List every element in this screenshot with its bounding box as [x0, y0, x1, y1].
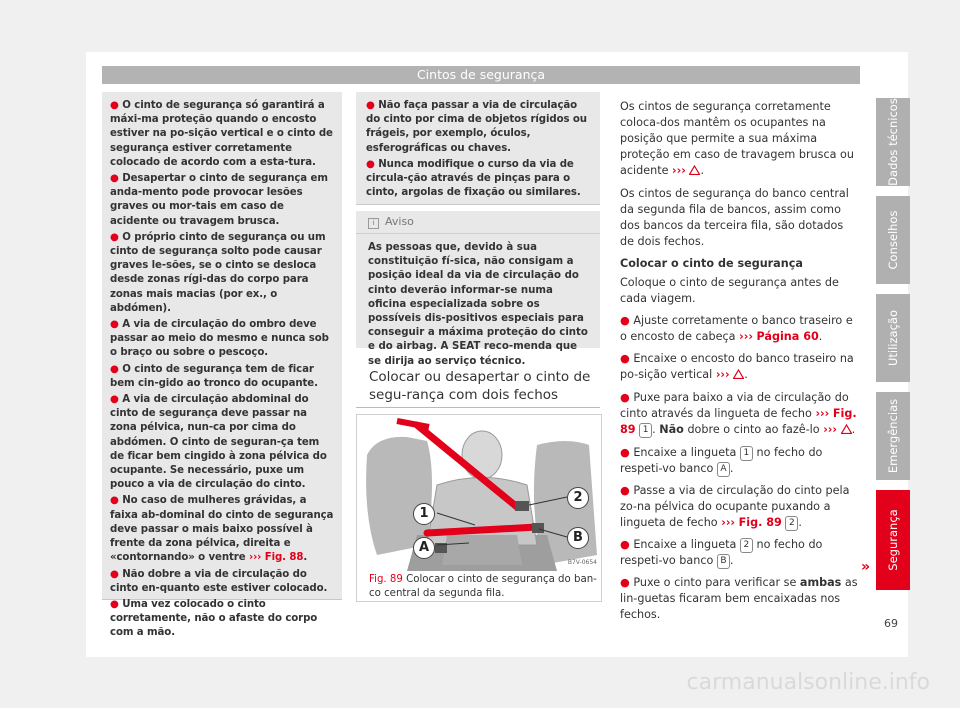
warning-box-left	[102, 92, 342, 639]
figure-label-2: 2	[567, 487, 589, 509]
figure-label-a: A	[413, 537, 435, 559]
continue-arrow-icon: »	[861, 559, 871, 575]
figure-caption: Fig. 89 Colocar o cinto de segurança do ban-co central da segunda fila.	[369, 574, 597, 599]
list-item: ● Encaixe a lingueta 1 no fecho do respeti-vo banco A .	[620, 446, 823, 475]
tab-seguranca[interactable]: Segurança	[876, 490, 910, 590]
seatbelt-illustration	[357, 415, 601, 571]
paragraph: Os cintos de segurança do banco central da segunda fila de bancos, assim como dos bancos da terceira fila, são dotados de dois fechos.	[620, 187, 849, 248]
list-item: ● Ajuste corretamente o banco traseiro e o encosto de cabeça ››› Página 60.	[620, 314, 853, 343]
fig-88-link[interactable]: Fig. 88	[264, 552, 304, 564]
info-icon: i	[368, 218, 379, 229]
list-item: ● Desapertar o cinto de segurança em anda-mento pode provocar lesões graves ou mor-tais em caso de acidente ou travagem brusca.	[110, 173, 328, 227]
list-item: ● A via de circulação abdominal do cinto de segurança deve passar na zona pélvica, nun-ca por cima do abdómen. O cinto de seguran-ça tem de ficar bem cingido à zona pélvica do ocupante. Se necessário, puxe um pouco a via de circulação do cinto.	[110, 394, 327, 491]
page-header: Cintos de segurança	[102, 66, 860, 84]
paragraph: Coloque o cinto de segurança antes de cada viagem.	[620, 276, 839, 305]
note-box	[356, 211, 600, 367]
section-title: Colocar ou desapertar o cinto de segu-rança com dois fechos	[369, 369, 591, 403]
page-number: 69	[884, 617, 898, 630]
warning-triangle-icon	[733, 368, 744, 384]
list-item: ● Encaixe a lingueta 2 no fecho do respeti-vo banco B .	[620, 538, 823, 567]
note-header: i Aviso	[356, 211, 600, 234]
figure-code: B7V-0654	[567, 559, 597, 566]
list-item: ● Puxe o cinto para verificar se ambas as lin-guetas ficaram bem encaixadas nos fechos.	[620, 576, 858, 621]
warning-triangle-icon	[689, 164, 700, 180]
list-item: ● Não dobre a via de circulação do cinto en-quanto este estiver colocado.	[110, 568, 328, 594]
tab-dados-tecnicos[interactable]: Dados técnicos	[876, 98, 910, 186]
warning-box-middle	[356, 92, 600, 205]
list-item: ● O cinto de segurança tem de ficar bem cin-gido ao tronco do ocupante.	[110, 363, 318, 389]
paragraph: Os cintos de segurança corretamente coloca-dos mantêm os ocupantes na posição que permite a sua máxima proteção em caso de travagem brusca ou acidente ››› .	[620, 99, 860, 180]
note-text: As pessoas que, devido à sua constituição fí-sica, não consigam a posição ideal da via de circulação do cinto deverão informar-se numa oficina especializada sobre os possíveis dis-positivos especiais para conseguir a máxima proteção do cinto e do airbag. A SEAT reco-menda que se dirija ao serviço técnico.	[368, 242, 588, 367]
figure-label-1: 1	[413, 503, 435, 525]
page-60-link[interactable]: Página 60	[756, 330, 819, 343]
list-item: ● Puxe para baixo a via de circulação do cinto através da lingueta de fecho ››› Fig. 89 1 . Não dobre o cinto ao fazê-lo ››› .	[620, 390, 860, 439]
fig-89-link[interactable]: Fig. 89	[738, 516, 782, 529]
watermark: carmanualsonline.info	[686, 670, 930, 695]
list-item: ● Não faça passar a via de circulação do cinto por cima de objetos rígidos ou frágeis, por exemplo, óculos, esferográficas ou chaves.	[366, 100, 587, 154]
tab-conselhos[interactable]: Conselhos	[876, 196, 910, 284]
warning-list-left	[102, 92, 342, 641]
tab-emergencias[interactable]: Emergências	[876, 392, 910, 480]
list-item: ● Passe a via de circulação do cinto pela zo-na pélvica do ocupante puxando a lingueta de fecho ››› Fig. 89 2 .	[620, 484, 850, 529]
list-item: ● A via de circulação do ombro deve passar ao meio do mesmo e nunca sob o braço ou sobre o pescoço.	[110, 319, 329, 359]
fig-89-link[interactable]: Fig. 89	[620, 407, 857, 436]
main-text	[620, 99, 860, 629]
tab-utilizacao[interactable]: Utilização	[876, 294, 910, 382]
list-item: ● Uma vez colocado o cinto corretamente, não o afaste do corpo com a mão.	[110, 598, 318, 639]
subheading: Colocar o cinto de segurança	[620, 257, 803, 270]
list-item: ● No caso de mulheres grávidas, a faixa ab-dominal do cinto de segurança deve passar o mais baixo possível à frente da zona pélvica, direita e «contornando» o ventre ››› Fig. 88.	[110, 495, 334, 564]
warning-triangle-icon	[841, 423, 852, 439]
list-item: ● Nunca modifique o curso da via de circula-ção através de pinças para o cinto, argolas de fixação ou similares.	[366, 158, 581, 199]
figure-label-b: B	[567, 527, 589, 549]
list-item: ● Encaixe o encosto do banco traseiro na po-sição vertical ››› .	[620, 351, 860, 384]
list-item: ● O cinto de segurança só garantirá a máxi-ma proteção quando o encosto estiver na po-sição vertical e o cinto de segurança estiver corretamente colocado de acordo com a esta-tura.	[110, 100, 333, 168]
divider	[356, 407, 600, 408]
list-item: ● O próprio cinto de segurança ou um cinto de segurança solto pode causar graves le-sões, se o cinto se desloca desde zonas rígi-das do corpo para zonas mais macias (por ex., o abdómen).	[110, 231, 326, 314]
